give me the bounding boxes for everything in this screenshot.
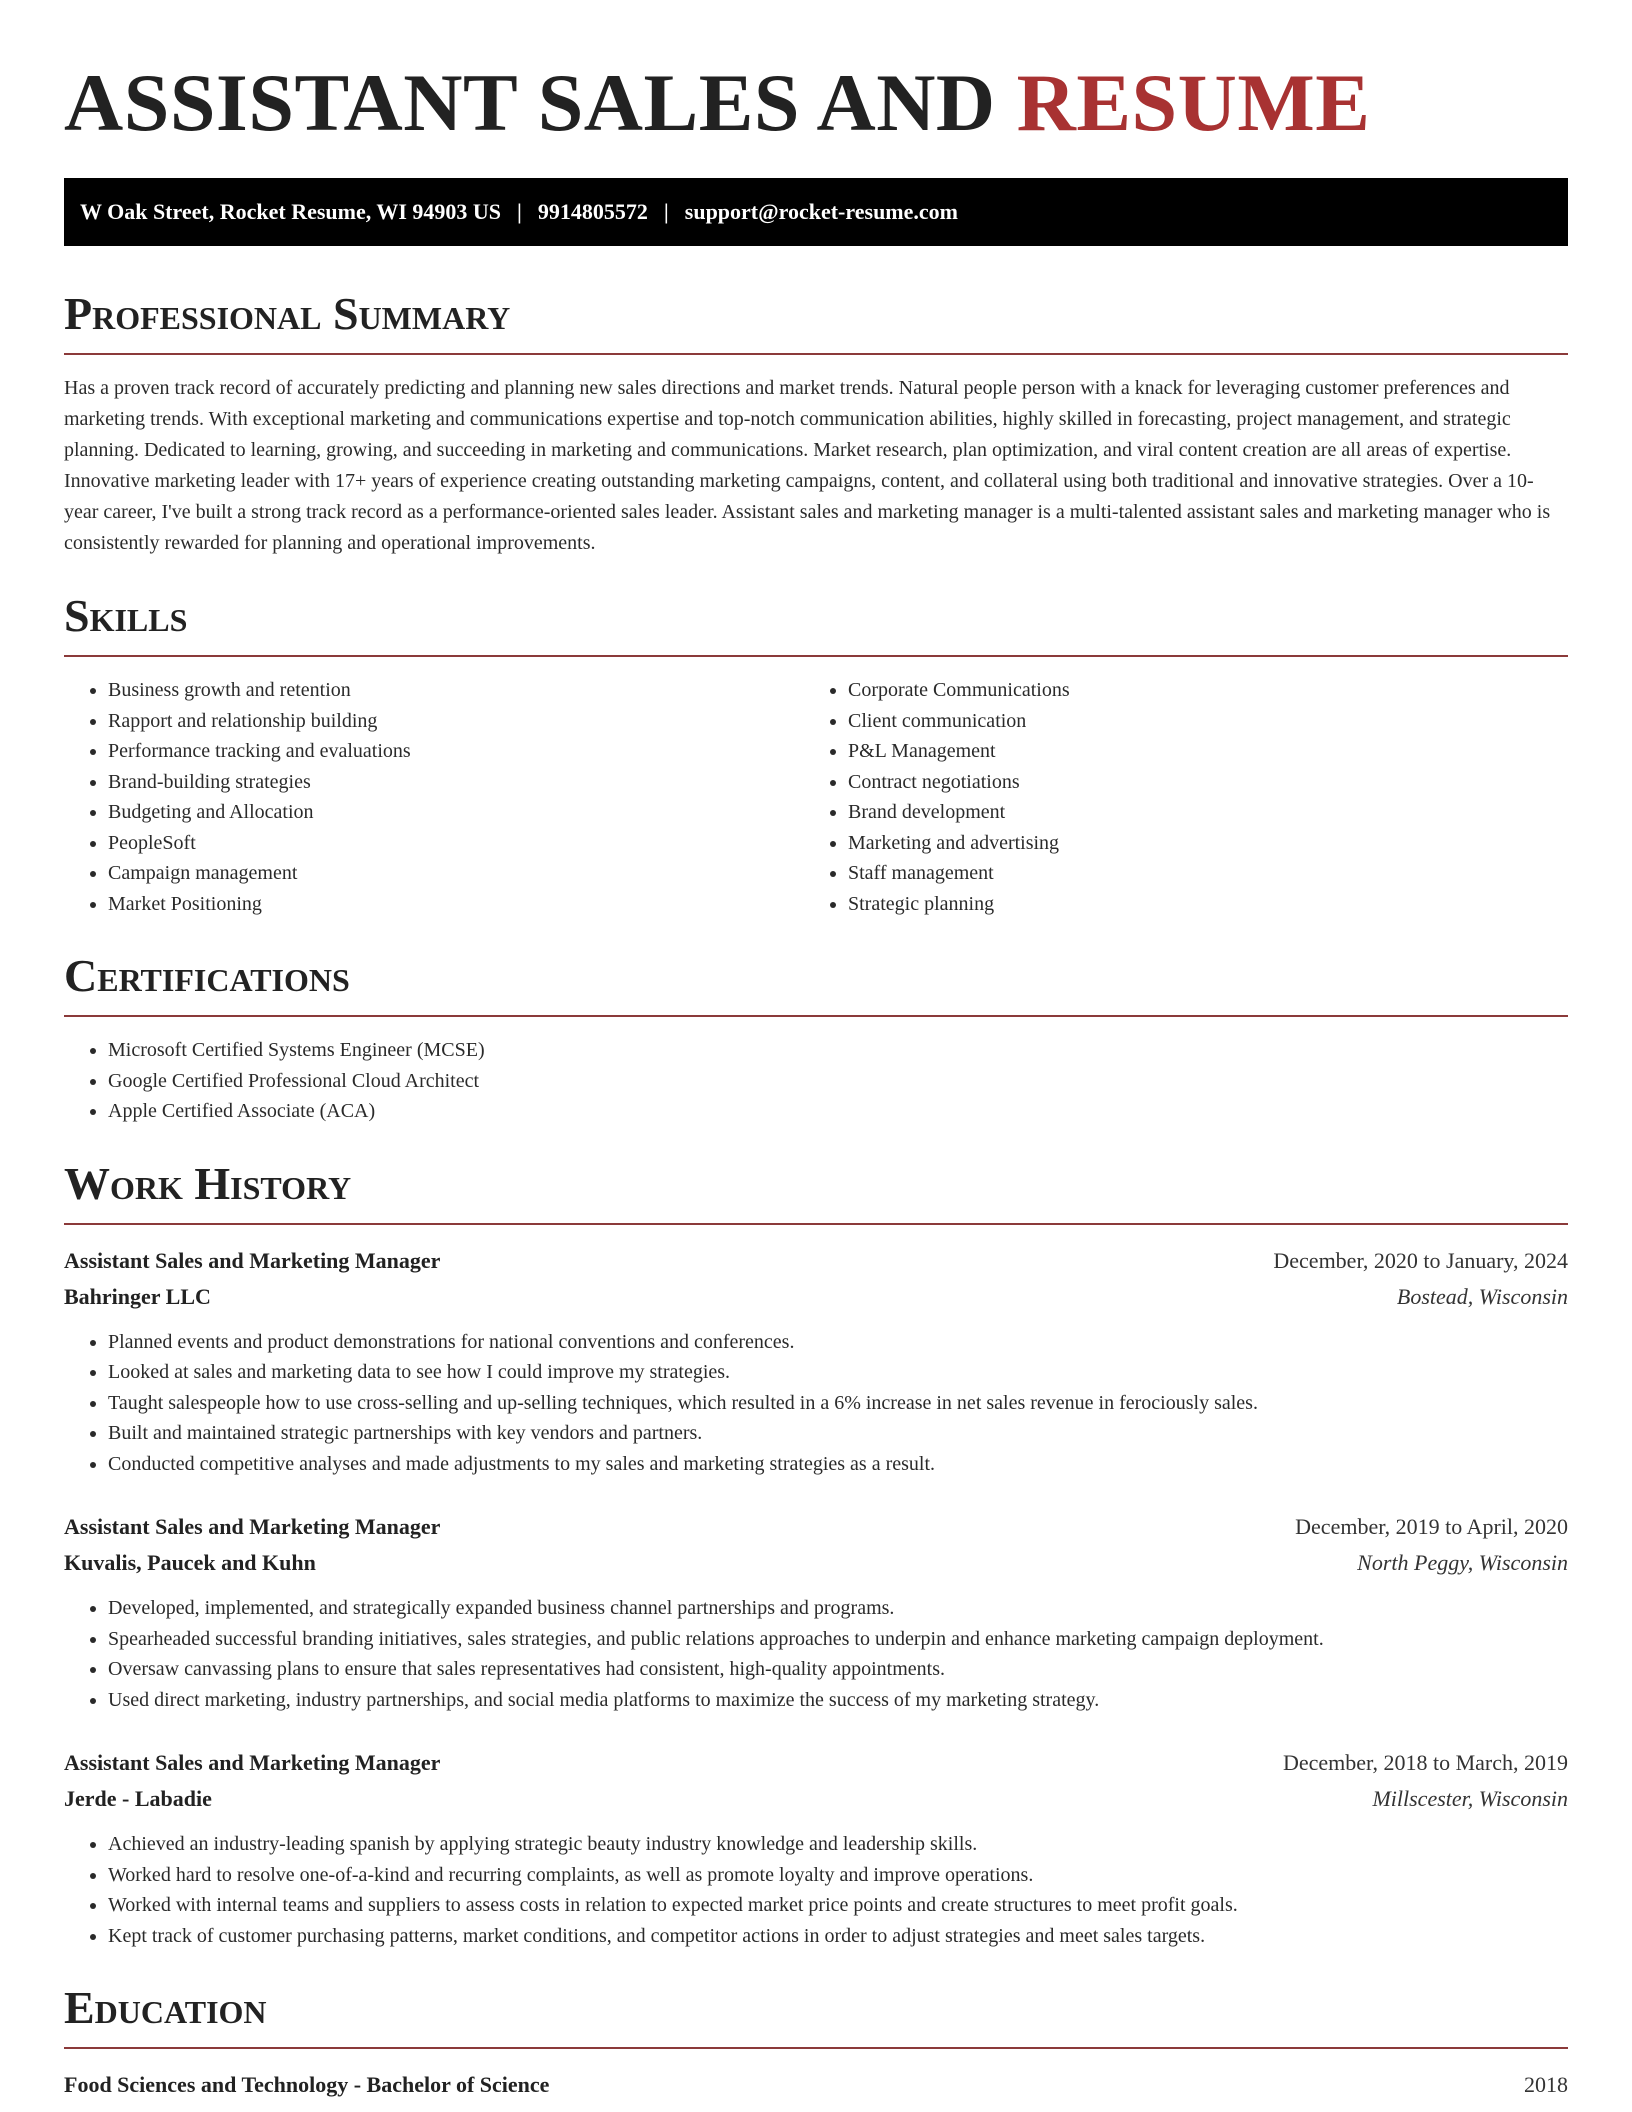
summary-heading: Professional Summary bbox=[64, 291, 1568, 355]
job-location: Millscester, Wisconsin bbox=[1372, 1786, 1568, 1811]
education-row bbox=[64, 2067, 1568, 2103]
job-company: Jerde - Labadie bbox=[64, 1786, 212, 1811]
education-degree: Food Sciences and Technology - Bachelor of Science bbox=[64, 2072, 550, 2097]
job-company-row bbox=[64, 1545, 1568, 1581]
job-duty: • Used direct marketing, industry partnerships, and social media platforms to maximize the success of my marketing strategy. bbox=[108, 1685, 1568, 1716]
skill-item: • Marketing and advertising bbox=[848, 828, 1544, 859]
job-duty: • Worked with internal teams and suppliers to assess costs in relation to expected market price points and create structures to meet profit goals. bbox=[108, 1890, 1568, 1921]
skills-list-right bbox=[804, 675, 1544, 919]
job-title: Assistant Sales and Marketing Manager bbox=[64, 1750, 441, 1775]
job-entry bbox=[64, 1509, 1568, 1715]
job-entry bbox=[64, 1745, 1568, 1951]
job-header-row bbox=[64, 1745, 1568, 1781]
job-duties-list bbox=[64, 1593, 1568, 1715]
job-duty: • Achieved an industry-leading spanish by applying strategic beauty industry knowledge and leadership skills. bbox=[108, 1829, 1568, 1860]
job-duty: • Oversaw canvassing plans to ensure that sales representatives had consistent, high-quality appointments. bbox=[108, 1654, 1568, 1685]
job-header-row bbox=[64, 1509, 1568, 1545]
resume-title-main: ASSISTANT SALES AND bbox=[64, 57, 1017, 148]
job-title: Assistant Sales and Marketing Manager bbox=[64, 1514, 441, 1539]
job-duty: • Taught salespeople how to use cross-selling and up-selling techniques, which resulted in a 6% increase in net sales revenue in ferociously sales. bbox=[108, 1388, 1568, 1419]
job-duty: • Looked at sales and marketing data to see how I could improve my strategies. bbox=[108, 1357, 1568, 1388]
job-duty: • Built and maintained strategic partnerships with key vendors and partners. bbox=[108, 1418, 1568, 1449]
skill-item: • Business growth and retention bbox=[108, 675, 804, 706]
skill-item: • Market Positioning bbox=[108, 889, 804, 920]
job-company: Kuvalis, Paucek and Kuhn bbox=[64, 1550, 316, 1575]
education-heading: Education bbox=[64, 1985, 1568, 2049]
job-company-row bbox=[64, 1279, 1568, 1315]
skill-item: • Contract negotiations bbox=[848, 767, 1544, 798]
certifications-list bbox=[64, 1035, 1568, 1127]
skill-item: • Brand-building strategies bbox=[108, 767, 804, 798]
skill-item: • Strategic planning bbox=[848, 889, 1544, 920]
job-title: Assistant Sales and Marketing Manager bbox=[64, 1247, 441, 1273]
skill-item: • Staff management bbox=[848, 858, 1544, 889]
job-dates: December, 2020 to January, 2024 bbox=[1273, 1247, 1568, 1273]
contact-separator: | bbox=[517, 199, 522, 224]
skill-item: • Corporate Communications bbox=[848, 675, 1544, 706]
job-location: North Peggy, Wisconsin bbox=[1357, 1550, 1568, 1575]
job-duty: • Conducted competitive analyses and made adjustments to my sales and marketing strategies as a result. bbox=[108, 1449, 1568, 1480]
job-duty: • Planned events and product demonstrations for national conventions and conferences. bbox=[108, 1327, 1568, 1358]
job-header-row bbox=[64, 1243, 1568, 1279]
resume-title bbox=[64, 0, 1568, 148]
certification-item: • Google Certified Professional Cloud Architect bbox=[108, 1066, 1568, 1097]
resume-title-accent: RESUME bbox=[1016, 57, 1371, 148]
job-duties-list bbox=[64, 1327, 1568, 1480]
skills-list-left bbox=[64, 675, 804, 919]
job-duties-list bbox=[64, 1829, 1568, 1951]
certifications-heading: Certifications bbox=[64, 953, 1568, 1017]
summary-section bbox=[64, 288, 1568, 559]
job-dates: December, 2019 to April, 2020 bbox=[1295, 1514, 1568, 1539]
job-company: Bahringer LLC bbox=[64, 1283, 211, 1309]
contact-address: W Oak Street, Rocket Resume, WI 94903 US bbox=[80, 199, 502, 224]
job-duty: • Worked hard to resolve one-of-a-kind and recurring complaints, as well as promote loyalty and improve operations. bbox=[108, 1860, 1568, 1891]
job-duty: • Spearheaded successful branding initiatives, sales strategies, and public relations approaches to underpin and enhance marketing campaign deployment. bbox=[108, 1624, 1568, 1655]
education-section bbox=[64, 1982, 1568, 2103]
contact-phone: 9914805572 bbox=[537, 199, 648, 224]
skill-item: • Budgeting and Allocation bbox=[108, 797, 804, 828]
skill-item: • Brand development bbox=[848, 797, 1544, 828]
work-history-heading: Work History bbox=[64, 1161, 1568, 1225]
job-duty: • Developed, implemented, and strategically expanded business channel partnerships and programs. bbox=[108, 1593, 1568, 1624]
skill-item: • Client communication bbox=[848, 706, 1544, 737]
contact-bar bbox=[64, 178, 1568, 246]
skills-section bbox=[64, 590, 1568, 919]
skill-item: • Rapport and relationship building bbox=[108, 706, 804, 737]
skill-item: • P&L Management bbox=[848, 736, 1544, 767]
job-entry bbox=[64, 1243, 1568, 1480]
certification-item: • Microsoft Certified Systems Engineer (MCSE) bbox=[108, 1035, 1568, 1066]
skills-heading: Skills bbox=[64, 593, 1568, 657]
education-year: 2018 bbox=[1524, 2072, 1568, 2097]
job-duty: • Kept track of customer purchasing patterns, market conditions, and competitor actions in order to adjust strategies and meet sales targets. bbox=[108, 1921, 1568, 1952]
certifications-section bbox=[64, 950, 1568, 1127]
work-history-section bbox=[64, 1157, 1568, 1952]
certification-item: • Apple Certified Associate (ACA) bbox=[108, 1096, 1568, 1127]
skill-item: • PeopleSoft bbox=[108, 828, 804, 859]
job-dates: December, 2018 to March, 2019 bbox=[1282, 1750, 1568, 1775]
job-location: Bostead, Wisconsin bbox=[1396, 1283, 1568, 1309]
skills-grid bbox=[64, 675, 1568, 919]
skill-item: • Performance tracking and evaluations bbox=[108, 736, 804, 767]
summary-text: Has a proven track record of accurately predicting and planning new sales directions and market trends. Natural people person with a knack for leveraging customer preferences and marketing trends. With exceptional marketing and communications expertise and top-notch communication abilities, highly skilled in forecasting, project management, and strategic planning. Dedicated to learning, growing, and succeeding in marketing and communications. Market research, plan optimization, and viral content creation are all areas of expertise. Innovative marketing leader with 17+ years of experience creating outstanding marketing campaigns, content, and collateral using both traditional and innovative strategies. Over a 10-year career, I've built a strong track record as a performance-oriented sales leader. Assistant sales and marketing manager is a multi-talented assistant sales and marketing manager who is consistently rewarded for planning and operational improvements. bbox=[64, 377, 1551, 554]
job-company-row bbox=[64, 1781, 1568, 1817]
contact-email: support@rocket-resume.com bbox=[684, 199, 958, 224]
contact-separator: | bbox=[663, 199, 669, 224]
skill-item: • Campaign management bbox=[108, 858, 804, 889]
